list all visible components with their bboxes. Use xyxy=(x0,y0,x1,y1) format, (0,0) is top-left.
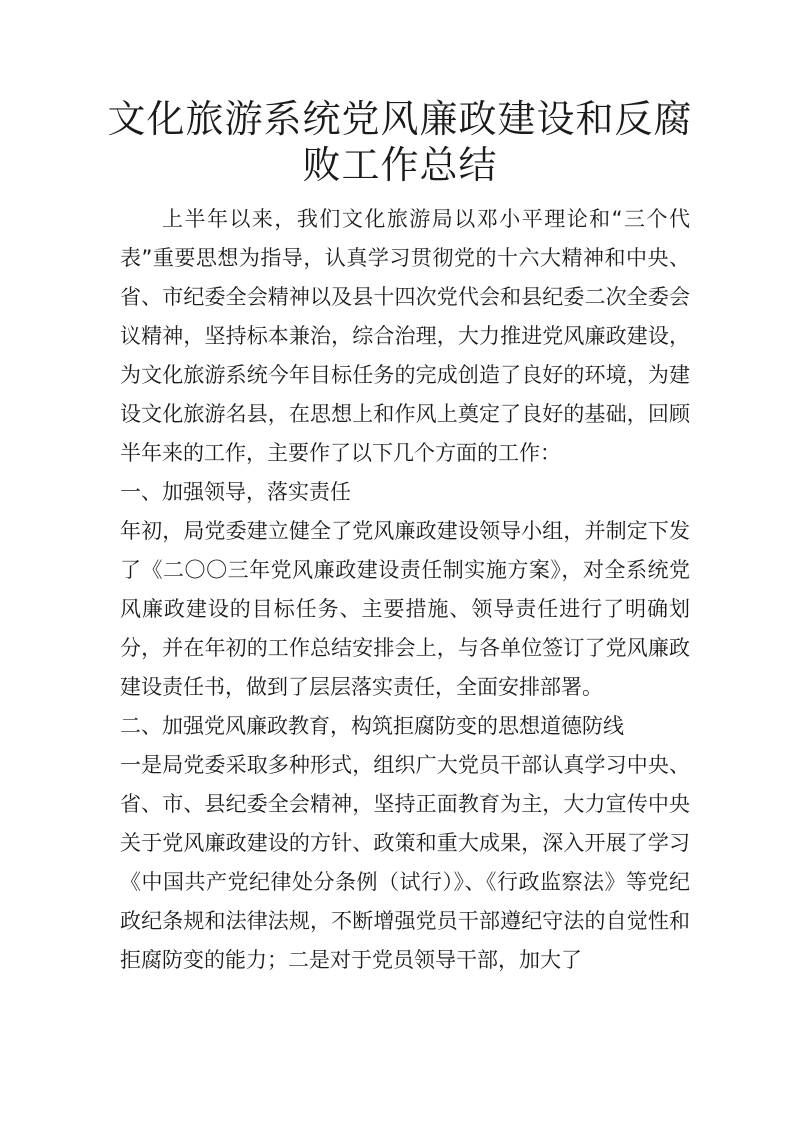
section-2-paragraph: 一是局党委采取多种形式，组织广大党员干部认真学习中央、省、市、县纪委全会精神，坚持正面教育为主，大力宣传中央关于党风廉政建设的方针、政策和重大成果，深入开展了学习《中国共产党纪律处分条例（试行）》、《行政监察法》等党纪政纪条规和法律法规，不断增强党员干部遵纪守法的自觉性和拒腐防变的能力；二是对于党员领导干部，加大了 xyxy=(120,753,690,972)
section-2-heading: 二、加强党风廉政教育，构筑拒腐防变的思想道德防线 xyxy=(120,714,624,738)
section-1-heading: 一、加强领导，落实责任 xyxy=(120,480,351,504)
document-body xyxy=(120,200,690,980)
intro-paragraph: 上半年以来，我们文化旅游局以邓小平理论和“三个代表”重要思想为指导，认真学习贯彻党的十六大精神和中央、省、市纪委全会精神以及县十四次党代会和县纪委二次全委会议精神，坚持标本兼治，综合治理，大力推进党风廉政建设，为文化旅游系统今年目标任务的完成创造了良好的环境，为建设文化旅游名县，在思想上和作风上奠定了良好的基础，回顾半年来的工作，主要作了以下几个方面的工作： xyxy=(120,207,690,465)
document-title: 文化旅游系统党风廉政建设和反腐败工作总结 xyxy=(107,97,693,187)
section-1-paragraph: 年初，局党委建立健全了党风廉政建设领导小组，并制定下发了《二〇〇三年党风廉政建设责任制实施方案》，对全系统党风廉政建设的目标任务、主要措施、领导责任进行了明确划分，并在年初的工作总结安排会上，与各单位签订了党风廉政建设责任书，做到了层层落实责任，全面安排部署。 xyxy=(120,519,690,699)
